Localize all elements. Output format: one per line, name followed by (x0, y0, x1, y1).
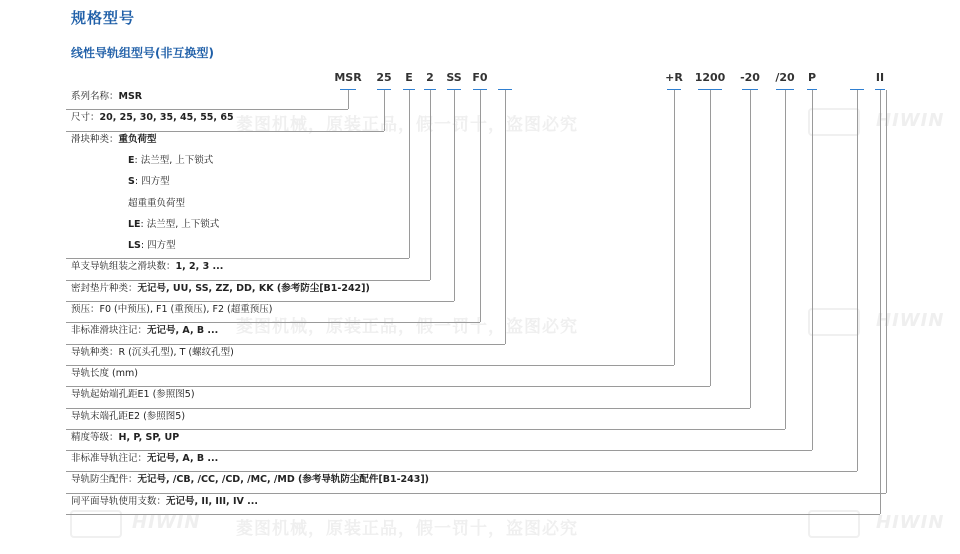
spec-row (71, 432, 179, 444)
spec-row-value: 重负荷型 (118, 133, 157, 145)
connector-vertical (750, 90, 751, 408)
spec-row (71, 389, 195, 401)
watermark-text: 菱图机械，原装正品，假一罚十，盗图必究 (236, 317, 578, 337)
spec-row (71, 261, 223, 273)
spec-row-value: 无记号, II, III, IV ... (166, 495, 258, 507)
spec-row-label: LE (128, 218, 141, 230)
connector-vertical (409, 90, 410, 258)
model-code-segment: +R (665, 71, 683, 84)
connector-horizontal (66, 301, 454, 302)
spec-row-value: F0 (中预压), F1 (重预压), F2 (超重预压) (99, 304, 273, 315)
spec-row-label: LS (128, 240, 141, 252)
connector-vertical (674, 90, 675, 365)
connector-horizontal (66, 514, 880, 515)
spec-row-value: 无记号, UU, SS, ZZ, DD, KK (参考防尘[B1-242]) (137, 282, 370, 294)
connector-horizontal (66, 429, 785, 430)
connector-horizontal (66, 386, 710, 387)
spec-row (128, 155, 213, 167)
spec-row (71, 411, 185, 423)
model-code-segment: F0 (472, 71, 488, 84)
spec-row-value: : 四方型 (140, 240, 176, 252)
spec-row-value: 1, 2, 3 ... (175, 261, 224, 273)
spec-row (71, 134, 157, 146)
spec-row-label: 单支导轨组装之滑块数： (71, 261, 176, 273)
spec-row-label: 同平面导轨使用支数： (71, 495, 167, 507)
spec-row-label: 密封垫片种类： (71, 282, 138, 294)
model-code-segment: MSR (334, 71, 362, 84)
model-code-segment: E (405, 71, 413, 84)
connector-vertical (505, 90, 506, 344)
connector-vertical (812, 90, 813, 450)
connector-horizontal (66, 322, 480, 323)
spec-row-label: 导轨种类： (71, 346, 119, 358)
model-code-segment: II (875, 71, 885, 84)
watermark-text: 菱图机械，原装正品，假一罚十，盗图必究 (236, 115, 578, 135)
spec-row-label: 精度等级： (71, 431, 119, 443)
spec-row-value: 导轨长度 (mm) (71, 367, 138, 379)
spec-row (71, 347, 234, 359)
connector-vertical (480, 90, 481, 322)
spec-row-label: 导轨防尘配件： (71, 474, 138, 486)
connector-vertical (880, 90, 881, 514)
watermark-logo-box (808, 108, 860, 136)
connector-vertical (348, 90, 349, 109)
section-subtitle: 线性导轨组型号(非互换型) (71, 46, 214, 60)
connector-vertical (710, 90, 711, 386)
spec-row-value: 无记号, A, B ... (147, 453, 219, 465)
model-code-segment: 2 (426, 71, 434, 84)
page-title: 规格型号 (71, 9, 136, 27)
spec-row (71, 474, 429, 486)
spec-row-value: 导轨起始端孔距E1 (参照图5) (71, 389, 195, 401)
model-code-segment: P (807, 71, 817, 84)
spec-row (71, 496, 258, 508)
model-code-segment: -20 (740, 71, 760, 84)
spec-row-label: 尺寸： (71, 112, 100, 124)
spec-row (71, 112, 234, 124)
connector-vertical (857, 90, 858, 471)
watermark-brand: HIWIN (876, 310, 945, 331)
watermark-logo-box (808, 308, 860, 336)
connector-horizontal (66, 365, 674, 366)
spec-row (128, 198, 185, 210)
spec-row (71, 453, 218, 465)
spec-row (71, 304, 272, 316)
connector-vertical (384, 90, 385, 131)
model-code-segment: 25 (376, 71, 392, 84)
spec-row-value: 无记号, /CB, /CC, /CD, /MC, /MD (参考导轨防尘配件[B1-243]) (137, 474, 430, 486)
connector-horizontal (66, 280, 430, 281)
watermark-brand: HIWIN (876, 512, 945, 533)
spec-row-value: 20, 25, 30, 35, 45, 55, 65 (99, 112, 234, 124)
spec-row (71, 325, 218, 337)
watermark-brand: HIWIN (132, 512, 201, 533)
connector-vertical (886, 90, 887, 493)
model-code-segment: SS (446, 71, 462, 84)
connector-horizontal (66, 408, 750, 409)
spec-row-label: 系列名称： (71, 91, 119, 102)
connector-horizontal (66, 131, 384, 132)
spec-row-label: 预压： (71, 304, 100, 315)
model-code-segment: 1200 (694, 71, 726, 84)
watermark-text: 菱图机械，原装正品，假一罚十，盗图必究 (236, 519, 578, 539)
connector-vertical (785, 90, 786, 429)
watermark-brand: HIWIN (876, 110, 945, 131)
spec-row-label: S (128, 176, 135, 188)
connector-vertical (454, 90, 455, 301)
spec-row-value: : 法兰型, 上下锁式 (140, 218, 220, 230)
connector-horizontal (66, 450, 812, 451)
spec-row-value: : 法兰型, 上下锁式 (134, 154, 214, 166)
connector-horizontal (66, 493, 886, 494)
spec-row-label: 非标准滑块注记： (71, 325, 148, 337)
spec-row-label: 滑块种类： (71, 133, 119, 145)
spec-row-value: 无记号, A, B ... (147, 325, 219, 337)
connector-horizontal (66, 471, 857, 472)
model-code-segment: /20 (775, 71, 795, 84)
connector-vertical (430, 90, 431, 280)
spec-row-value: MSR (118, 91, 143, 102)
spec-row-value: H, P, SP, UP (118, 431, 180, 443)
spec-row-value: R (沉头孔型), T (螺纹孔型) (118, 346, 234, 358)
spec-row (71, 283, 370, 295)
spec-row-value: 超重重负荷型 (128, 197, 186, 209)
spec-row-value: : 四方型 (134, 176, 170, 188)
spec-row (71, 368, 138, 380)
spec-row (128, 219, 219, 231)
connector-horizontal (66, 258, 409, 259)
connector-horizontal (66, 109, 348, 110)
spec-row-label: 非标准导轨注记： (71, 453, 148, 465)
spec-row-label: E (128, 154, 135, 166)
spec-row (128, 240, 176, 252)
connector-horizontal (66, 344, 505, 345)
spec-row (71, 91, 142, 103)
spec-row (128, 176, 170, 188)
spec-row-value: 导轨末端孔距E2 (参照图5) (71, 410, 186, 422)
